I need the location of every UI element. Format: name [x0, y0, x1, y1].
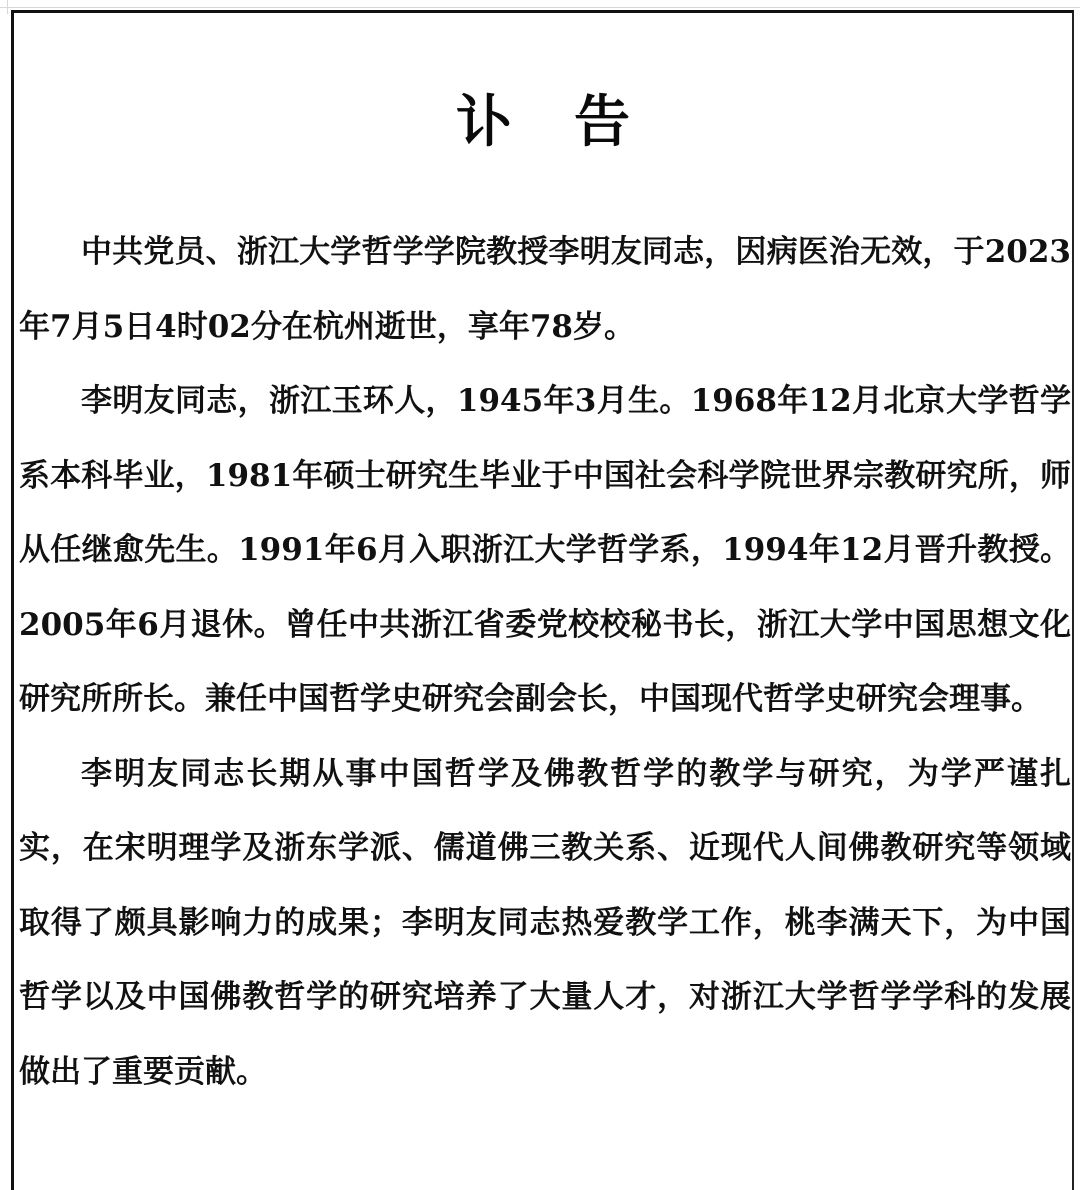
obituary-document-frame	[11, 10, 1074, 1190]
paragraph-death-announcement: 中共党员、浙江大学哲学学院教授李明友同志，因病医治无效，于2023年7月5日4时02分在杭州逝世，享年78岁。	[19, 234, 1071, 345]
title-char-2: 告	[574, 90, 630, 155]
page-guide-horizontal	[0, 7, 1080, 8]
paragraph-contributions: 李明友同志长期从事中国哲学及佛教哲学的教学与研究，为学严谨扎实，在宋明理学及浙东学派、儒道佛三教关系、近现代人间佛教研究等领域取得了颇具影响力的成果；李明友同志热爱教学工作，桃李满天下，为中国哲学以及中国佛教哲学的研究培养了大量人才，对浙江大学哲学学科的发展做出了重要贡献。	[19, 755, 1071, 1090]
document-title	[14, 85, 1072, 161]
document-body	[19, 215, 1071, 1109]
paragraph-biography: 李明友同志，浙江玉环人，1945年3月生。1968年12月北京大学哲学系本科毕业，1981年硕士研究生毕业于中国社会科学院世界宗教研究所，师从任继愈先生。1991年6月入职浙江大学哲学系，1994年12月晋升教授。2005年6月退休。曾任中共浙江省委党校校秘书长，浙江大学中国思想文化研究所所长。兼任中国哲学史研究会副会长，中国现代哲学史研究会理事。	[19, 383, 1071, 717]
page-guide-vertical	[7, 0, 8, 14]
title-char-1: 讣	[456, 90, 512, 155]
